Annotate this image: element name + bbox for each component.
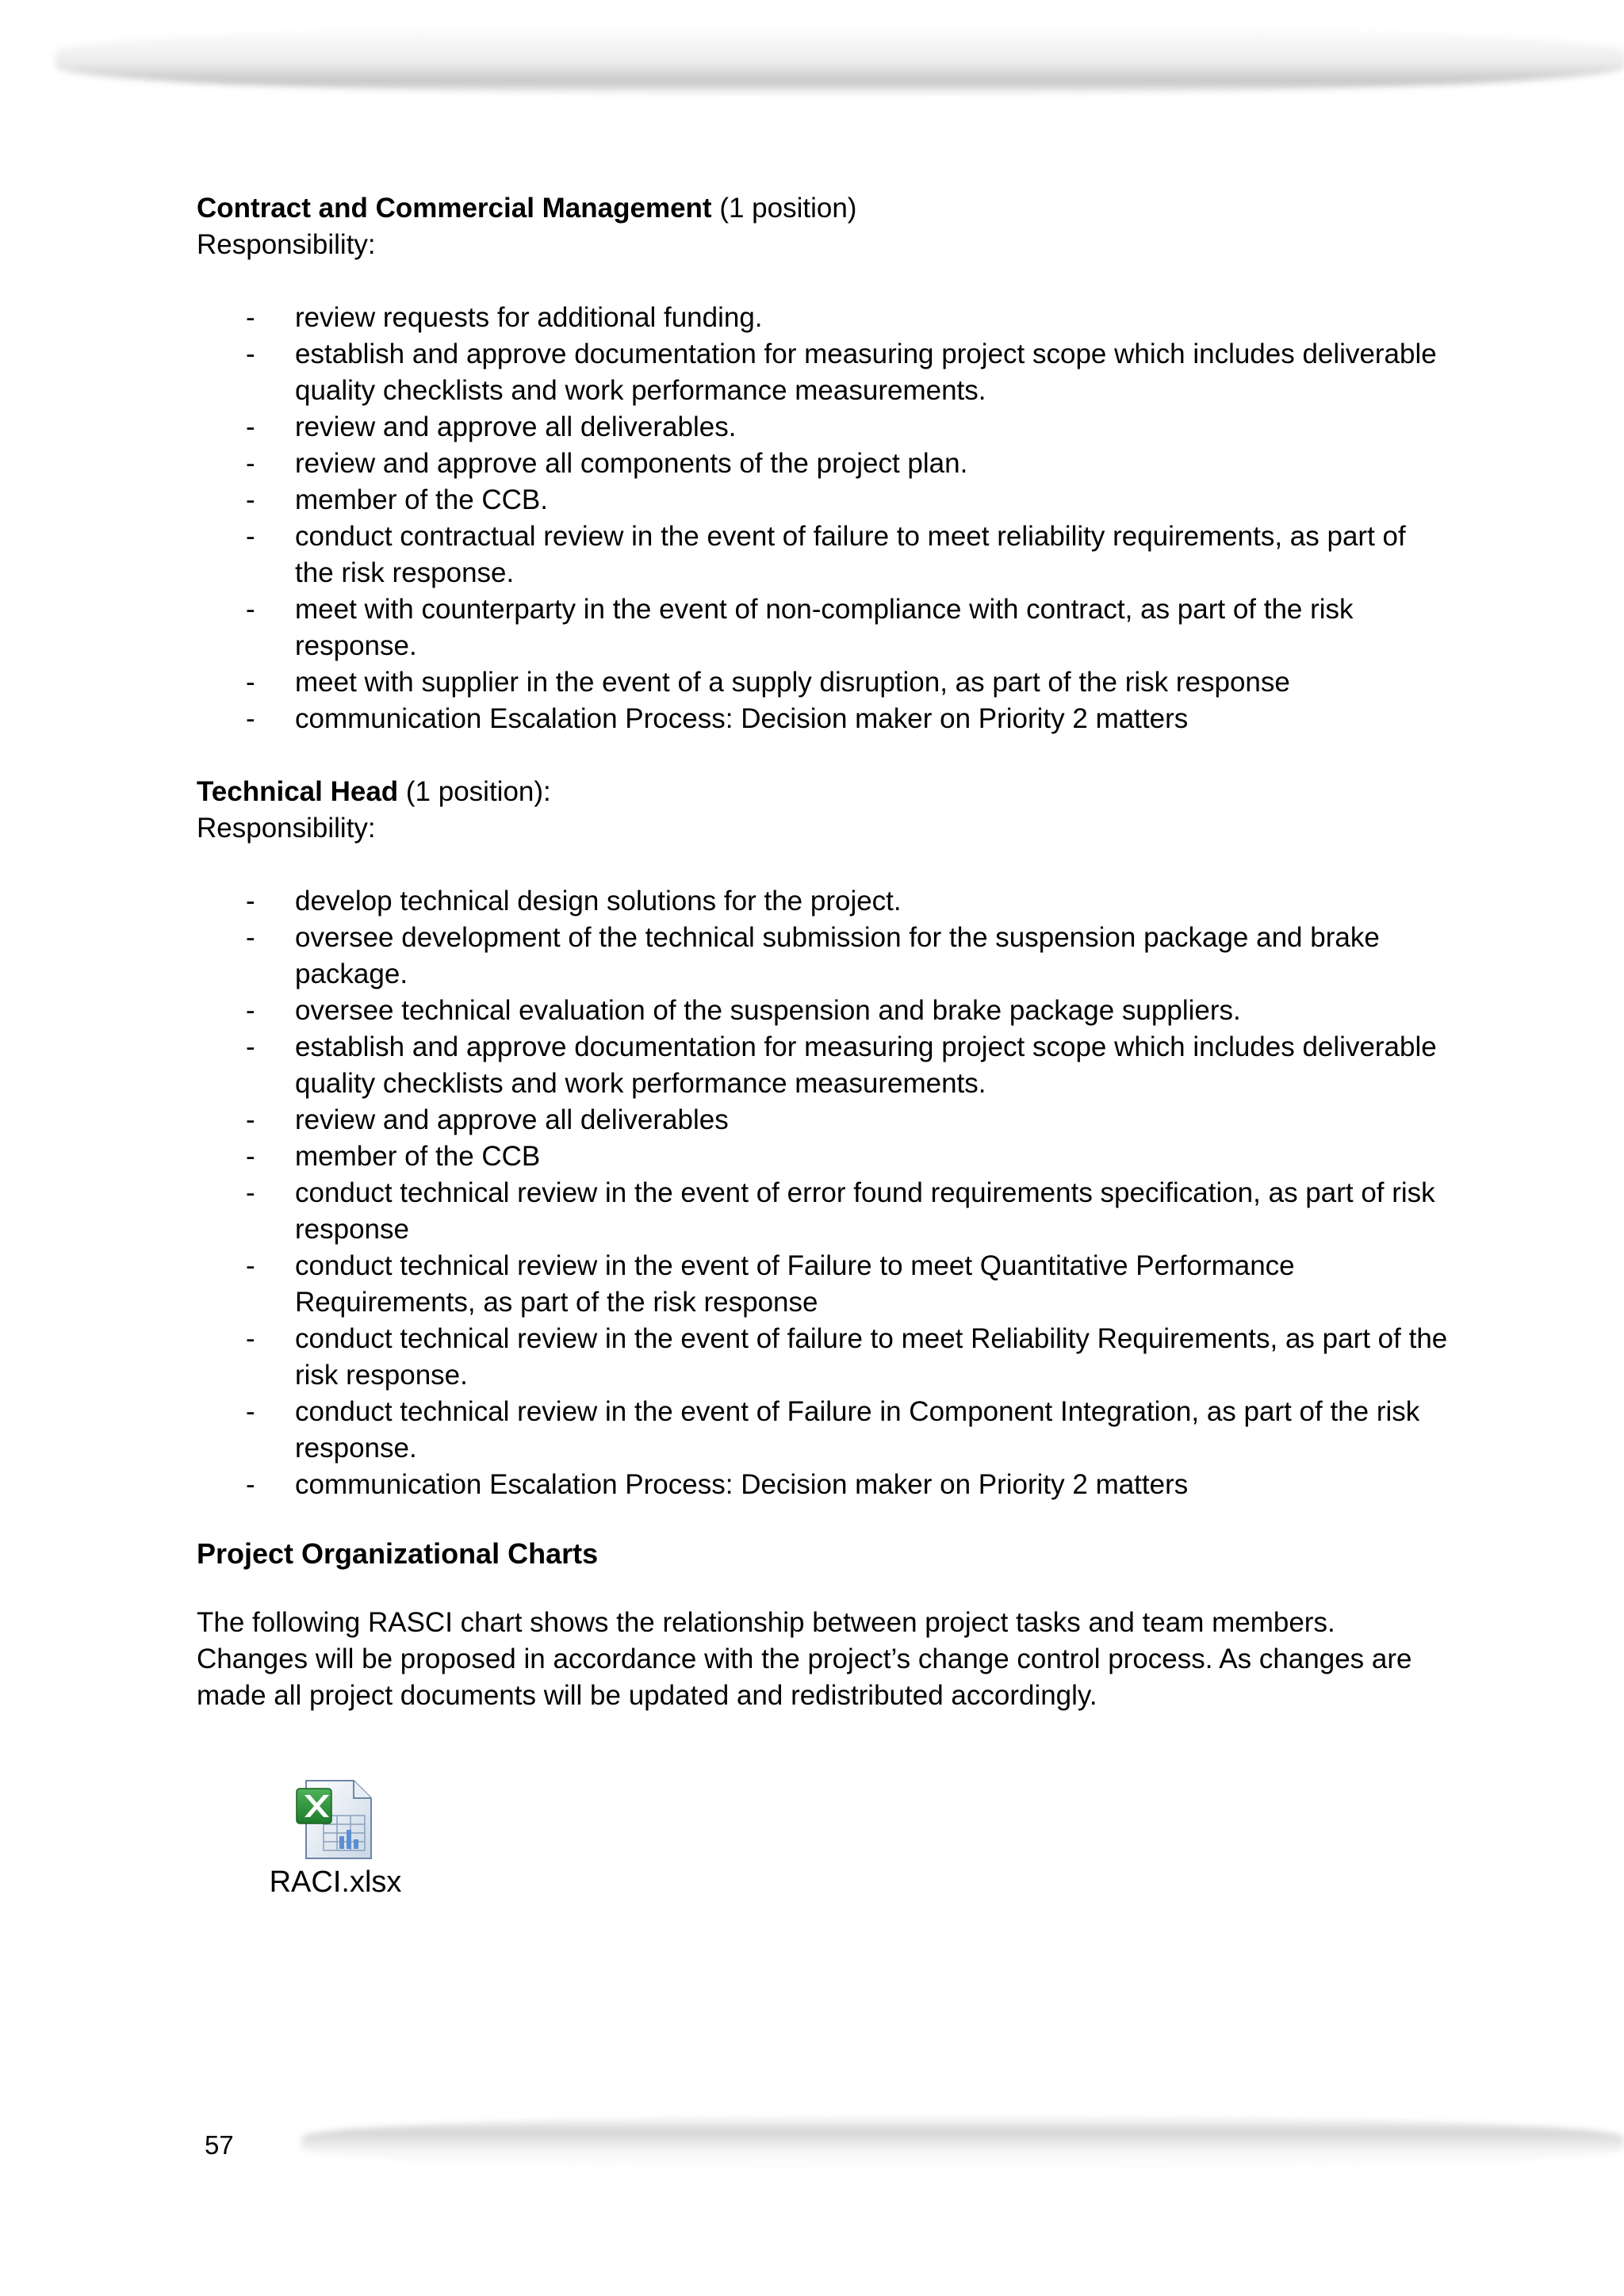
list-item-text: meet with supplier in the event of a supply disruption, as part of the risk response [295, 667, 1290, 698]
role-title-bold: Technical Head [197, 776, 399, 807]
list-item-text: communication Escalation Process: Decision maker on Priority 2 matters [295, 1469, 1189, 1500]
dash-bullet: - [246, 922, 255, 953]
dash-bullet: - [246, 521, 255, 552]
responsibility-label: Responsibility: [197, 813, 376, 844]
body-paragraph: The following RASCI chart shows the relationship between project tasks and team members. Changes will be proposed in accordance with the project’s change control process. As changes are made all project documents will be updated and redistributed accordingly. [197, 1607, 1412, 1711]
section-spacer [197, 737, 1450, 774]
list-item [197, 300, 1450, 336]
list-item [197, 1175, 1450, 1248]
list-item [197, 1029, 1450, 1102]
list-item-text: conduct technical review in the event of failure to meet Reliability Requirements, as part of the risk response. [295, 1323, 1448, 1391]
list-item [197, 1394, 1450, 1467]
list-item [197, 336, 1450, 409]
duty-list [197, 300, 1450, 737]
embedded-attachment[interactable] [268, 1776, 403, 1899]
dash-bullet: - [246, 594, 255, 625]
list-item [197, 1138, 1450, 1175]
list-item-text: establish and approve documentation for measuring project scope which includes deliverable quality checklists and work performance measurements. [295, 1031, 1437, 1099]
role-title-bold: Contract and Commercial Management [197, 193, 712, 224]
role-section-technical [197, 774, 1450, 1503]
role-title [197, 774, 1450, 810]
duty-list [197, 883, 1450, 1503]
list-item [197, 664, 1450, 701]
dash-bullet: - [246, 995, 255, 1026]
list-item-text: review requests for additional funding. [295, 302, 763, 333]
dash-bullet: - [246, 339, 255, 369]
role-section-contract [197, 190, 1450, 737]
dash-bullet: - [246, 1396, 255, 1427]
list-item-text: communication Escalation Process: Decision maker on Priority 2 matters [295, 703, 1189, 734]
list-item-text: develop technical design solutions for the project. [295, 886, 902, 916]
list-item-text: review and approve all deliverables [295, 1104, 729, 1135]
dash-bullet: - [246, 411, 255, 442]
list-item [197, 1321, 1450, 1394]
list-item-text: member of the CCB [295, 1141, 541, 1172]
role-title-suffix: (1 position): [398, 776, 551, 807]
list-item [197, 883, 1450, 920]
dash-bullet: - [246, 448, 255, 479]
list-item [197, 482, 1450, 519]
list-item-text: conduct technical review in the event of Failure to meet Quantitative Performance Requirements, as part of the risk response [295, 1250, 1295, 1318]
list-item-text: review and approve all deliverables. [295, 411, 737, 442]
list-item-text: member of the CCB. [295, 484, 548, 515]
dash-bullet: - [246, 703, 255, 734]
dash-bullet: - [246, 886, 255, 916]
list-item [197, 519, 1450, 591]
list-item [197, 446, 1450, 482]
list-item-text: oversee development of the technical submission for the suspension package and brake package. [295, 922, 1380, 989]
attachment-filename[interactable]: RACI.xlsx [269, 1866, 402, 1899]
list-item [197, 1248, 1450, 1321]
list-item [197, 993, 1450, 1029]
dash-bullet: - [246, 1141, 255, 1172]
list-item-text: oversee technical evaluation of the suspension and brake package suppliers. [295, 995, 1241, 1026]
list-item-text: conduct contractual review in the event of failure to meet reliability requirements, as part of the risk response. [295, 521, 1406, 588]
dash-bullet: - [246, 1177, 255, 1208]
dash-bullet: - [246, 1031, 255, 1062]
list-item-text: conduct technical review in the event of Failure in Component Integration, as part of the risk response. [295, 1396, 1420, 1464]
dash-bullet: - [246, 1250, 255, 1281]
list-item [197, 409, 1450, 446]
excel-file-icon[interactable] [292, 1776, 379, 1863]
dash-bullet: - [246, 1323, 255, 1354]
page-bottom-shadow [301, 2115, 1624, 2171]
responsibility-label: Responsibility: [197, 229, 376, 260]
list-item-text: establish and approve documentation for measuring project scope which includes deliverable quality checklists and work performance measurements. [295, 339, 1437, 406]
list-item [197, 1102, 1450, 1138]
dash-bullet: - [246, 667, 255, 698]
page-content [197, 190, 1450, 1714]
list-item-text: review and approve all components of the project plan. [295, 448, 968, 479]
role-title-suffix: (1 position) [711, 193, 857, 224]
list-item [197, 701, 1450, 737]
list-item-text: meet with counterparty in the event of non-compliance with contract, as part of the risk response. [295, 594, 1354, 661]
dash-bullet: - [246, 1104, 255, 1135]
page-top-shadow [56, 24, 1624, 95]
section-heading: Project Organizational Charts [197, 1537, 599, 1570]
dash-bullet: - [246, 302, 255, 333]
dash-bullet: - [246, 1469, 255, 1500]
list-item-text: conduct technical review in the event of error found requirements specification, as part of risk response [295, 1177, 1435, 1245]
page-number: 57 [205, 2130, 234, 2160]
list-item [197, 1467, 1450, 1503]
list-item [197, 591, 1450, 664]
role-title [197, 190, 1450, 227]
list-item [197, 920, 1450, 993]
dash-bullet: - [246, 484, 255, 515]
